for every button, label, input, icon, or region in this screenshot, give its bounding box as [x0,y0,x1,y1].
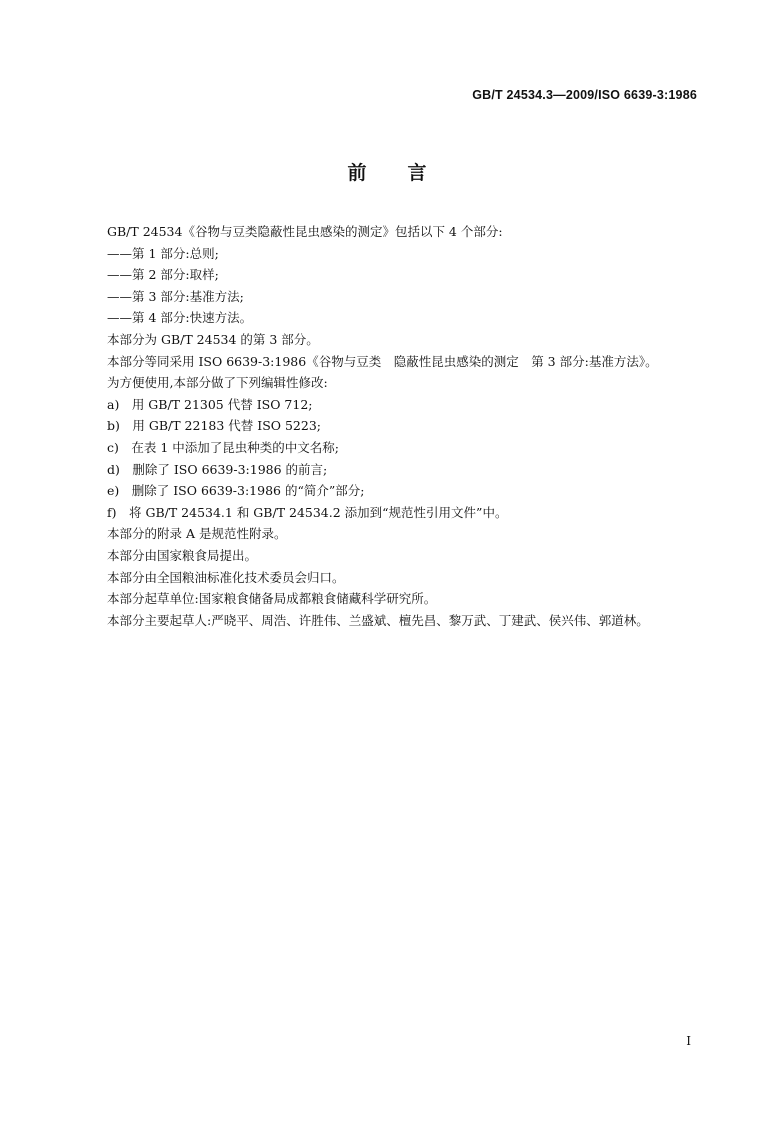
intro-line: GB/T 24534《谷物与豆类隐蔽性昆虫感染的测定》包括以下 4 个部分: [107,224,503,239]
edit-item-a: a) 用 GB/T 21305 代替 ISO 712; [107,396,313,412]
edit-item-e: e) 删除了 ISO 6639-3:1986 的“简介”部分; [107,483,365,499]
drafting-unit: 本部分起草单位:国家粮食储备局成都粮食储藏科学研究所。 [107,591,437,607]
edit-item-b: b) 用 GB/T 22183 代替 ISO 5223; [107,418,322,434]
part-list-item-1: ——第 1 部分:总则; [107,245,219,261]
adoption-statement: 本部分等同采用 ISO 6639-3:1986《谷物与豆类 隐蔽性昆虫感染的测定 第 3 部分:基准方法》。 [107,353,658,369]
edit-item-c: c) 在表 1 中添加了昆虫种类的中文名称; [107,439,339,455]
page-number: I [686,1034,691,1048]
edit-item-f: f) 将 GB/T 24534.1 和 GB/T 24534.2 添加到“规范性引用文件”中。 [107,504,508,520]
committee-statement: 本部分由全国粮油标准化技术委员会归口。 [107,569,345,585]
part-list-item-2: ——第 2 部分:取样; [107,267,219,283]
foreword-body [107,221,707,631]
edit-item-d: d) 删除了 ISO 6639-3:1986 的前言; [107,461,328,477]
annex-statement: 本部分的附录 A 是规范性附录。 [107,526,287,542]
drafters: 本部分主要起草人:严晓平、周浩、许胜伟、兰盛斌、檀先昌、黎万武、丁建武、侯兴伟、郭道林。 [107,612,649,628]
edit-intro: 为方便使用,本部分做了下列编辑性修改: [107,375,328,391]
proposer-statement: 本部分由国家粮食局提出。 [107,547,258,563]
page-title [0,158,775,185]
standard-code: GB/T 24534.3—2009/ISO 6639-3:1986 [472,88,697,102]
part-statement: 本部分为 GB/T 24534 的第 3 部分。 [107,331,319,347]
page-title-char-1: 前 [347,162,368,184]
page-title-char-2: 言 [407,162,428,184]
part-list-item-4: ——第 4 部分:快速方法。 [107,310,253,326]
part-list-item-3: ——第 3 部分:基准方法; [107,288,244,304]
